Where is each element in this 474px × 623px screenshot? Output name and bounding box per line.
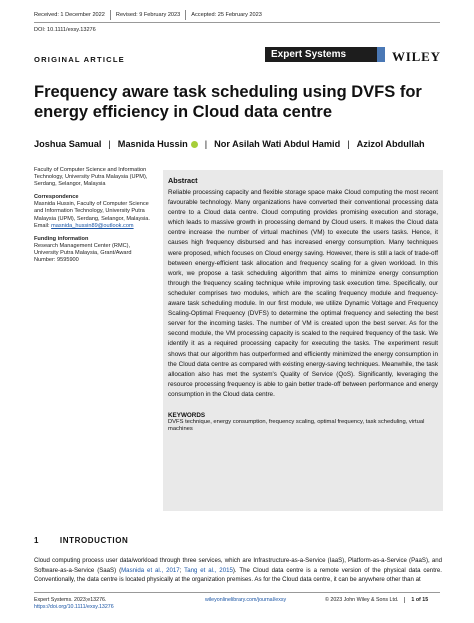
correspondence <box>34 194 154 229</box>
orcid-icon[interactable] <box>191 141 198 148</box>
footer-citation <box>34 597 114 611</box>
correspondence-text: Masnida Hussin, Faculty of Computer Science and Information Technology, University Putra Malaysia (UPM), Serdang, Selangor, Malaysia. <box>34 201 150 222</box>
intro-paragraph <box>34 556 442 585</box>
footer-doi-link[interactable]: https://doi.org/10.1111/exsy.13276 <box>34 604 114 611</box>
author-name[interactable]: Azizol Abdullah <box>356 139 425 149</box>
header-divider <box>34 22 440 23</box>
footer-journal: Expert Systems. 2023;e13276. <box>34 597 107 603</box>
page-number: 1 of 15 <box>411 597 429 603</box>
revised-date: Revised: 9 February 2023 <box>111 10 186 20</box>
accepted-date: Accepted: 25 February 2023 <box>191 12 262 18</box>
abstract-text: Reliable processing capacity and flexible storage space make Cloud computing the most recent favourable technology. Many organizations have converted their conventional processing data centre to a Cloud data centre. Cloud computing provides promising execution and storage, which leads to massive growth in processing demand by Cloud users. It makes the Cloud data centre increase the number of virtual machines (VM) to execute the users tasks. Hence, it causes high frequency disbursed and has increased energy consumption. Many techniques were proposed, which focuses on Cloud energy saving. However, there is still a lack of trade-off between energy-efficient task allocation and frequency scaling for a given workload. In this work, we propose a task scheduling algorithm that aims to minimize energy consumption through the frequency scaling technique while improving task execution time. Specifically, our scheduler comprises two modules, which are the scaling frequency module and frequency-aware task scheduling module. In our first module, we utilize Dynamic Voltage and Frequency Scaling-Optimal Frequency (DVFS) to determine the optimal frequency and selecting the best server for the incoming tasks. The number of VM is created upon the best server. As for the second module, the VM processing capacity is scaled to the required frequency of the task. We identify it as a required processing capacity for executing the tasks. The experiment result shows that our algorithm has outperformed and efficiently minimized the energy consumption in the Cloud data centre as compared with existing energy-saving techniques. Meanwhile, the task allocation also has met the system's Quality of Service (QoS). Significantly, leveraging the resource processing frequency is able to gain better trade-off between performance and energy consumption in the Cloud data centre. <box>168 189 438 398</box>
citation-link[interactable]: Masnida et al., 2017 <box>121 566 180 574</box>
article-title: Frequency aware task scheduling using DVFS for energy efficiency in Cloud data centre <box>34 83 422 121</box>
article-type: ORIGINAL ARTICLE <box>34 55 125 64</box>
section-title: INTRODUCTION <box>59 536 129 545</box>
funding-info <box>34 236 154 264</box>
footer-divider <box>34 592 440 593</box>
correspondence-heading: Correspondence <box>34 194 79 201</box>
author-list <box>34 139 444 149</box>
keywords: DVFS technique, energy consumption, frequency scaling, optimal frequency, task scheduling, virtual machines <box>168 418 425 433</box>
footer-right <box>325 597 428 603</box>
journal-badge-accent <box>377 47 385 62</box>
author-separator: | <box>347 139 350 149</box>
footer-site-link[interactable]: wileyonlinelibrary.com/journal/exsy <box>205 597 287 603</box>
article-dates <box>34 10 267 20</box>
email-link[interactable]: masnida_hussin89@outlook.com <box>51 222 134 229</box>
intro-text: Cloud computing process user data/workload through three services, which are Infrastructure-as-a-Service (IaaS), Platform-as-a-Service (PaaS), and Software-as-a-Service (SaaS) ( <box>34 557 442 574</box>
doi[interactable]: DOI: 10.1111/exsy.13276 <box>34 27 96 33</box>
abstract-panel <box>163 170 443 511</box>
author-separator: | <box>108 139 111 149</box>
article-sidebar <box>34 167 154 270</box>
section-heading <box>34 536 128 545</box>
abstract-heading: Abstract <box>168 176 198 185</box>
received-date: Received: 1 December 2022 <box>34 10 111 20</box>
publisher-logo[interactable]: WILEY <box>392 49 441 64</box>
funding-heading: Funding information <box>34 235 89 242</box>
author-name[interactable]: Nor Asilah Wati Abdul Hamid <box>214 139 341 149</box>
citation-link[interactable]: Tang et al., 2015 <box>184 566 233 574</box>
correspondence-email-line <box>34 223 154 230</box>
intro-text: ). The Cloud data centre is a remote version of the physical data centre. Conventionally, the data centre is located physically at the organization premises. As for the Cloud data centre, it can be anywhere other than at <box>34 566 442 584</box>
email-label: Email: <box>34 222 50 229</box>
keywords-heading: KEYWORDS <box>168 411 206 419</box>
funding-text: Research Management Center (RMC), University Putra Malaysia, Grant/Award Number: 9595900 <box>34 242 132 264</box>
affiliation: Faculty of Computer Science and Information Technology, University Putra Malaysia (UPM), Serdang, Selangor, Malaysia <box>34 167 148 188</box>
intro-text: ; <box>179 566 185 574</box>
footer-copyright: © 2023 John Wiley & Sons Ltd. <box>325 597 405 603</box>
author-name[interactable]: Masnida Hussin <box>117 139 188 149</box>
journal-badge[interactable] <box>265 47 377 62</box>
journal-name: Expert Systems <box>271 49 347 60</box>
author-name[interactable]: Joshua Samual <box>34 139 102 149</box>
author-separator: | <box>204 139 208 149</box>
section-number: 1 <box>34 536 40 545</box>
